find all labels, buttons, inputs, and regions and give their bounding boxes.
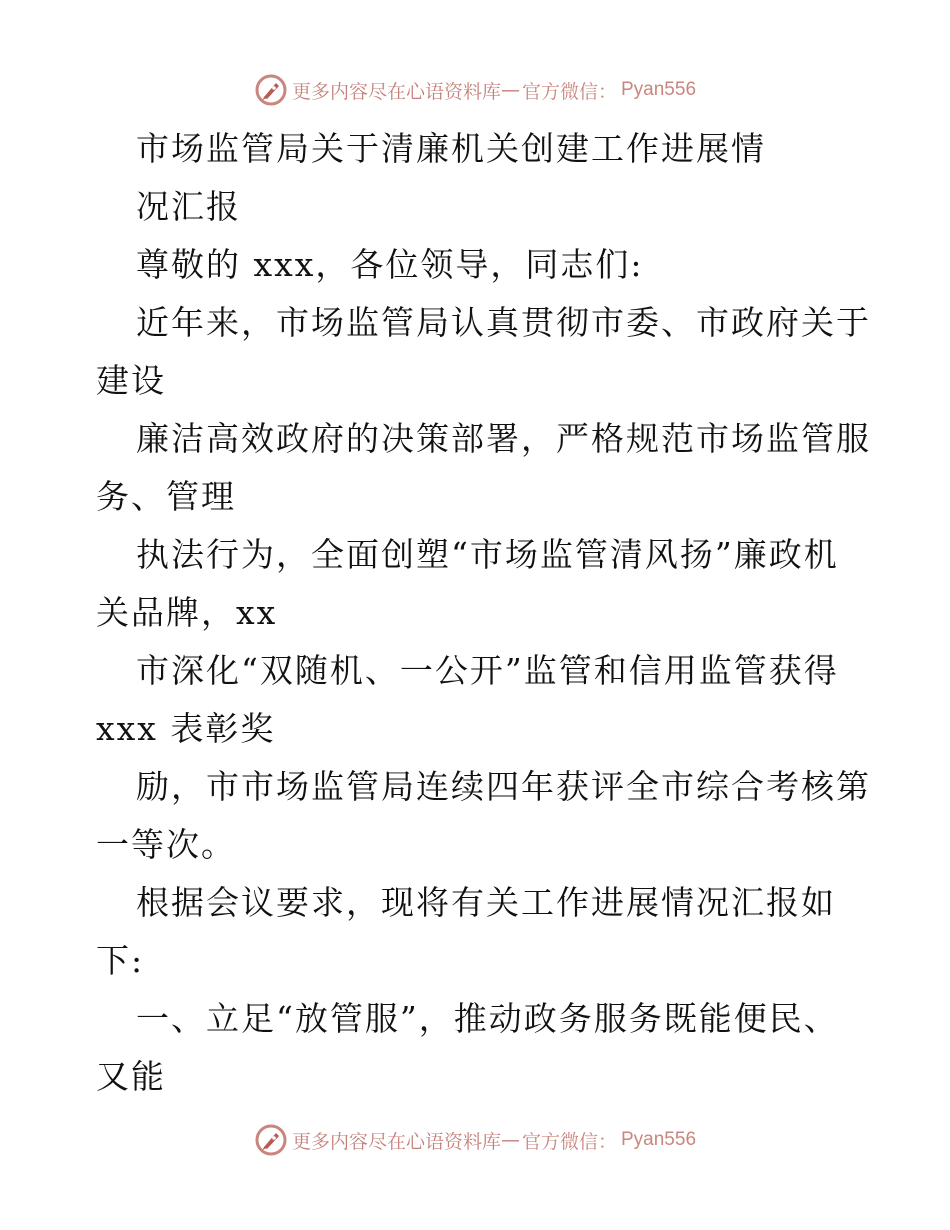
doc-title-line-2: 况汇报 [136, 187, 241, 226]
watermark-official-label: 官方微信： [521, 80, 617, 103]
doc-paragraph-line: 市深化“双随机、一公开”监管和信用监管获得 [136, 651, 839, 690]
pen-nib-logo-icon [254, 73, 288, 107]
doc-section-heading: 一、立足“放管服”，推动政务服务既能便民、 [136, 999, 839, 1038]
doc-paragraph-line: 建设 [96, 361, 166, 400]
doc-paragraph-line: xxx 表彰奖 [96, 709, 276, 748]
doc-section-heading-continued: 又能 [96, 1057, 166, 1096]
watermark-brand: 更多内容尽在心语资料库 [291, 1130, 501, 1153]
watermark-dash: — [500, 1129, 520, 1151]
pen-nib-logo-icon [254, 1123, 288, 1157]
watermark-official-label: 官方微信： [521, 1130, 617, 1153]
doc-paragraph-line: 下: [96, 941, 145, 980]
doc-paragraph-line: 根据会议要求，现将有关工作进展情况汇报如 [136, 883, 836, 922]
doc-paragraph-line: 关品牌，xx [96, 593, 278, 632]
document-body [96, 120, 871, 1106]
doc-paragraph-line: 近年来，市场监管局认真贯彻市委、市政府关于 [136, 303, 871, 342]
doc-paragraph-line: 励，市市场监管局连续四年获评全市综合考核第 [136, 767, 871, 806]
doc-paragraph-line: 执法行为，全面创塑“市场监管清风扬”廉政机 [136, 535, 839, 574]
watermark-footer [0, 1120, 950, 1160]
watermark-wechat-id: Pyan556 [621, 79, 697, 100]
watermark-brand: 更多内容尽在心语资料库 [291, 80, 501, 103]
doc-paragraph-line: 一等次。 [96, 825, 236, 864]
doc-paragraph-line: 务、管理 [96, 477, 236, 516]
watermark-header [0, 70, 950, 110]
doc-paragraph-line: 廉洁高效政府的决策部署，严格规范市场监管服 [136, 419, 871, 458]
doc-salutation: 尊敬的 xxx，各位领导，同志们: [136, 245, 644, 284]
doc-title-line-1: 市场监管局关于清廉机关创建工作进展情 [136, 129, 766, 168]
watermark-dash: — [500, 79, 520, 101]
watermark-wechat-id: Pyan556 [621, 1129, 697, 1150]
